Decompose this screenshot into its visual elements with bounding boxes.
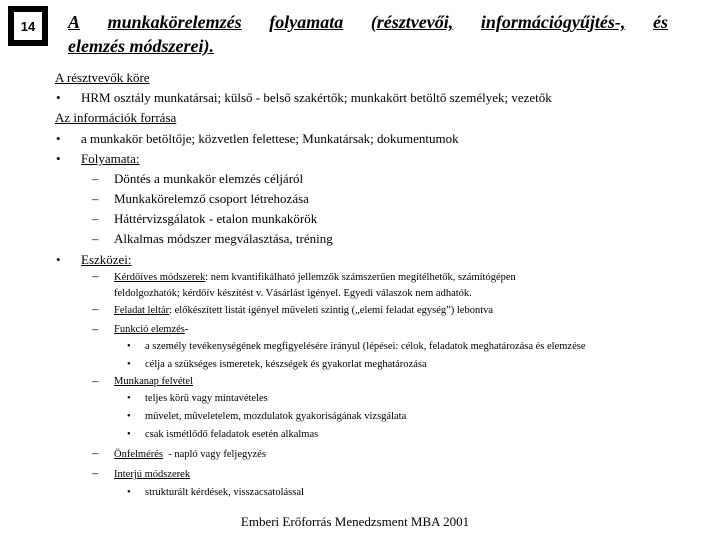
participants-item: HRM osztály munkatársai; külső - belső szakértők; munkakört betöltő személyek; vezetők [81, 90, 552, 105]
questionnaire-desc: : nem kvantifikálható jellemzők számszerűen megítélhetők, számítógépen [205, 272, 516, 283]
title-word: folyamata [269, 12, 344, 32]
dash-icon: – [92, 268, 99, 283]
bullet-icon: • [127, 393, 131, 404]
title-line-2: elemzés módszerei). [68, 36, 214, 56]
questionnaire-desc-cont: feldolgozhatók; kérdőív készítést v. Vásárlást igényel. Egyedi válaszok nem adhatók. [114, 288, 472, 299]
sources-heading: Az információk forrása [55, 110, 177, 125]
self-observation-name: Önfelmérés [114, 449, 163, 460]
workday-photo-name: Munkanap felvétel [114, 376, 194, 387]
slide-title [68, 10, 668, 58]
function-analysis-item: a személy tevékenységének megfigyelésére irányul (lépései: célok, feladatok meghatározása és elemzése [145, 341, 586, 352]
dash-icon: – [92, 445, 99, 460]
tools-label: Eszközei: [81, 252, 132, 267]
slide-footer [0, 514, 720, 530]
process-step: Munkakörelemző csoport létrehozása [114, 191, 309, 206]
function-analysis-suffix: - [184, 324, 189, 335]
task-list-line [114, 304, 493, 317]
bullet-icon: • [56, 151, 61, 166]
bullet-icon: • [127, 411, 131, 422]
sources-item: a munkakör betöltője; közvetlen felettese; Munkatársak; dokumentumok [81, 131, 459, 146]
title-word: információgyűjtés-, [480, 12, 626, 32]
slide-number: 14 [13, 11, 43, 41]
interview-name: Interjú módszerek [114, 469, 191, 480]
bullet-icon: • [127, 359, 131, 370]
function-analysis-name: Funkció elemzés [114, 324, 185, 335]
dash-icon: – [92, 373, 99, 388]
bullet-icon: • [127, 429, 131, 440]
title-word: munkakörelemzés [107, 12, 242, 32]
workday-photo-item: művelet, műveletelem, mozdulatok gyakoriságának vizsgálata [145, 411, 407, 422]
process-step: Döntés a munkakör elemzés céljáról [114, 171, 304, 186]
slide-number-badge [8, 6, 48, 46]
function-analysis-line [114, 323, 188, 336]
dash-icon: – [92, 211, 99, 226]
participants-heading: A résztvevők köre [55, 70, 150, 85]
bullet-icon: • [56, 131, 61, 146]
dash-icon: – [92, 465, 99, 480]
process-step: Háttérvizsgálatok - etalon munkakörök [114, 211, 318, 226]
title-word: és [652, 12, 668, 32]
process-step: Alkalmas módszer megválasztása, tréning [114, 231, 333, 246]
function-analysis-item: célja a szükséges ismeretek, készségek és gyakorlat meghatározása [145, 359, 427, 370]
bullet-icon: • [56, 252, 61, 267]
bullet-icon: • [56, 90, 61, 105]
dash-icon: – [92, 301, 99, 316]
title-word: A [68, 12, 81, 32]
workday-photo-item: teljes körű vagy mintavételes [145, 393, 268, 404]
title-line-1 [68, 10, 668, 34]
bullet-icon: • [127, 487, 131, 498]
questionnaire-line [114, 271, 516, 284]
dash-icon: – [92, 231, 99, 246]
footer-text: Emberi Erőforrás Menedzsment MBA 2001 [240, 514, 470, 529]
title-word: (résztvevői, [370, 12, 454, 32]
dash-icon: – [92, 171, 99, 186]
interview-item: strukturált kérdések, visszacsatolással [145, 487, 304, 498]
bullet-icon: • [127, 341, 131, 352]
task-list-name: Feladat leltár [114, 305, 170, 316]
workday-photo-item: csak ismétlődő feladatok esetén alkalmas [145, 429, 319, 440]
dash-icon: – [92, 321, 99, 336]
dash-icon: – [92, 191, 99, 206]
self-observation-line [114, 448, 266, 461]
self-observation-desc: - napló vagy feljegyzés [162, 449, 266, 460]
process-label: Folyamata: [81, 151, 140, 166]
task-list-desc: : előkészített listát igényel műveleti szintig („elemi feladat egység”) lebontva [169, 305, 494, 316]
questionnaire-name: Kérdőíves módszerek [114, 272, 206, 283]
